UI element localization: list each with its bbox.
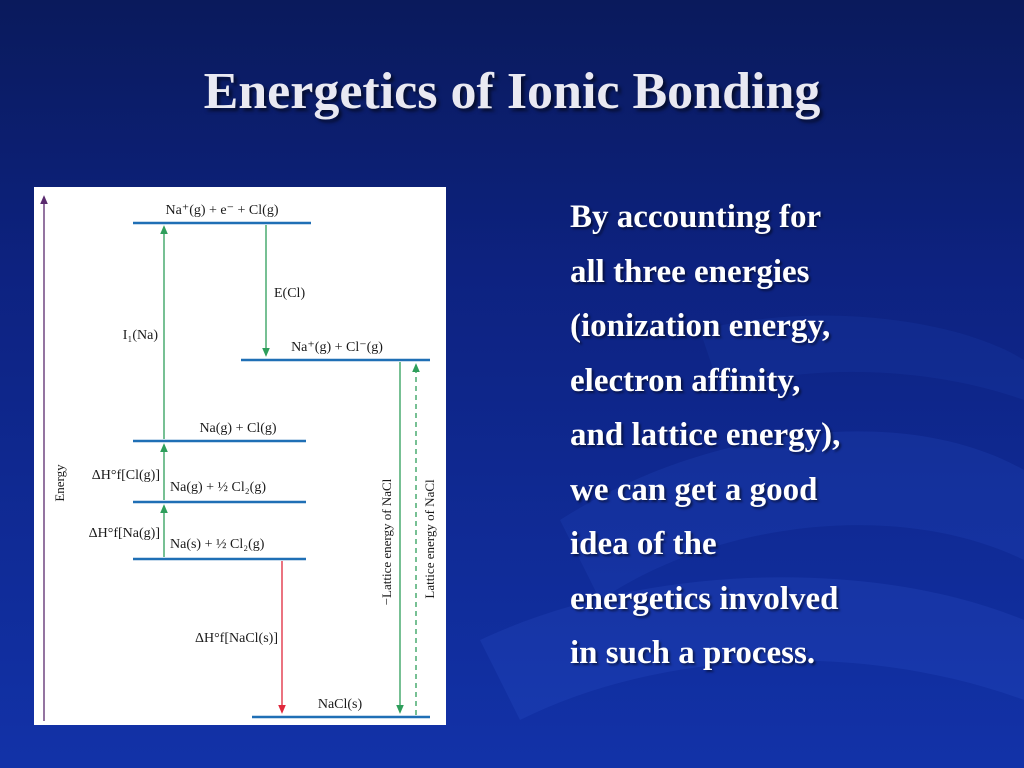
level-label-half-cl2: Na(g) + ½ Cl₂(g) [170, 480, 266, 495]
slide-body-text: By accounting for all three energies (ionization energy, electron affinity, and lattice energy), we can get a good idea of the energetics involved in such a process. [570, 199, 841, 671]
level-label-ions: Na⁺(g) + Cl⁻(g) [291, 340, 383, 355]
nacl-formation-label: ΔH°f[NaCl(s)] [194, 631, 278, 646]
cl-atomization-label: ΔH°f[Cl(g)] [91, 468, 160, 483]
level-label-gas-atoms: Na(g) + Cl(g) [199, 421, 277, 436]
lattice-label: Lattice energy of NaCl [422, 479, 437, 599]
level-label-elements: Na(s) + ½ Cl₂(g) [170, 537, 265, 552]
level-label-nacl: NaCl(s) [317, 697, 363, 712]
ionization-label: I₁(Na) [122, 328, 158, 343]
born-haber-diagram [34, 187, 446, 725]
energy-axis-label: Energy [52, 464, 67, 502]
electron-affinity-label: E(Cl) [274, 286, 306, 301]
level-label-top: Na⁺(g) + e⁻ + Cl(g) [165, 203, 279, 218]
slide-title: Energetics of Ionic Bonding [203, 63, 821, 120]
neg-lattice-label: −Lattice energy of NaCl [379, 478, 394, 606]
na-atomization-label: ΔH°f[Na(g)] [88, 526, 160, 541]
